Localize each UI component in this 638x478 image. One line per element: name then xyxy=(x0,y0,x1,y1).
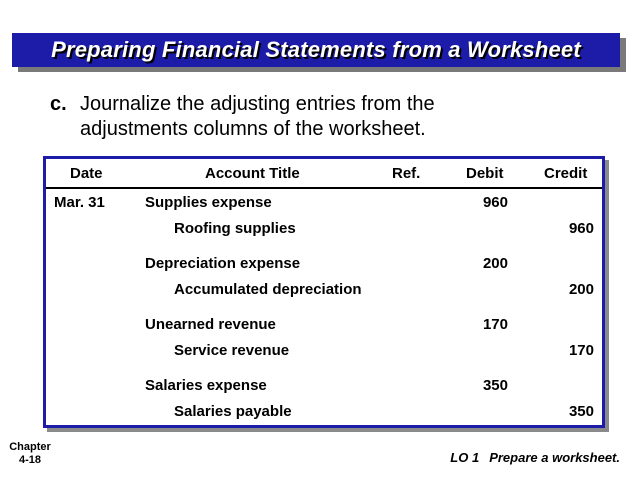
debit-amount: 170 xyxy=(482,316,508,333)
journal-row xyxy=(46,314,602,336)
header-debit: Debit xyxy=(466,165,504,182)
chapter-label xyxy=(8,441,52,467)
instruction-letter: c. xyxy=(50,93,67,115)
credit-amount: 350 xyxy=(568,403,594,420)
journal-row xyxy=(46,375,602,397)
header-credit: Credit xyxy=(544,165,588,182)
debit-account: Salaries expense xyxy=(145,377,267,394)
entry-date: Mar. 31 xyxy=(54,194,105,211)
slide-title: Preparing Financial Statements from a Worksheet xyxy=(51,37,581,62)
lo-text: Prepare a worksheet. xyxy=(489,450,620,465)
debit-account: Unearned revenue xyxy=(145,316,276,333)
journal-row xyxy=(46,218,602,240)
header-account-title: Account Title xyxy=(205,165,300,182)
header-ref: Ref. xyxy=(392,165,421,182)
credit-account: Salaries payable xyxy=(174,403,292,420)
journal-row xyxy=(46,253,602,275)
debit-amount: 960 xyxy=(482,194,508,211)
credit-amount: 170 xyxy=(568,342,594,359)
debit-amount: 200 xyxy=(482,255,508,272)
credit-amount: 200 xyxy=(568,281,594,298)
instruction-line-1: Journalize the adjusting entries from the xyxy=(80,93,435,115)
chapter-word: Chapter xyxy=(9,441,51,453)
credit-account: Accumulated depreciation xyxy=(174,281,362,298)
learning-objective xyxy=(450,450,620,465)
journal-table xyxy=(43,156,605,428)
credit-account: Service revenue xyxy=(174,342,290,359)
journal-row xyxy=(46,401,602,423)
header-date: Date xyxy=(70,165,103,182)
instruction-text xyxy=(80,92,610,142)
title-bar xyxy=(12,33,620,67)
debit-account: Depreciation expense xyxy=(145,255,301,272)
journal-row xyxy=(46,279,602,301)
lo-number: LO 1 xyxy=(450,450,480,465)
debit-amount: 350 xyxy=(482,377,508,394)
debit-account: Supplies expense xyxy=(145,194,272,211)
chapter-number: 4-18 xyxy=(18,454,42,466)
journal-row xyxy=(46,340,602,362)
instruction xyxy=(50,92,610,142)
instruction-line-2: adjustments columns of the worksheet. xyxy=(80,118,426,140)
credit-amount: 960 xyxy=(568,220,594,237)
journal-header xyxy=(46,159,602,189)
credit-account: Roofing supplies xyxy=(174,220,296,237)
journal-row xyxy=(46,192,602,214)
